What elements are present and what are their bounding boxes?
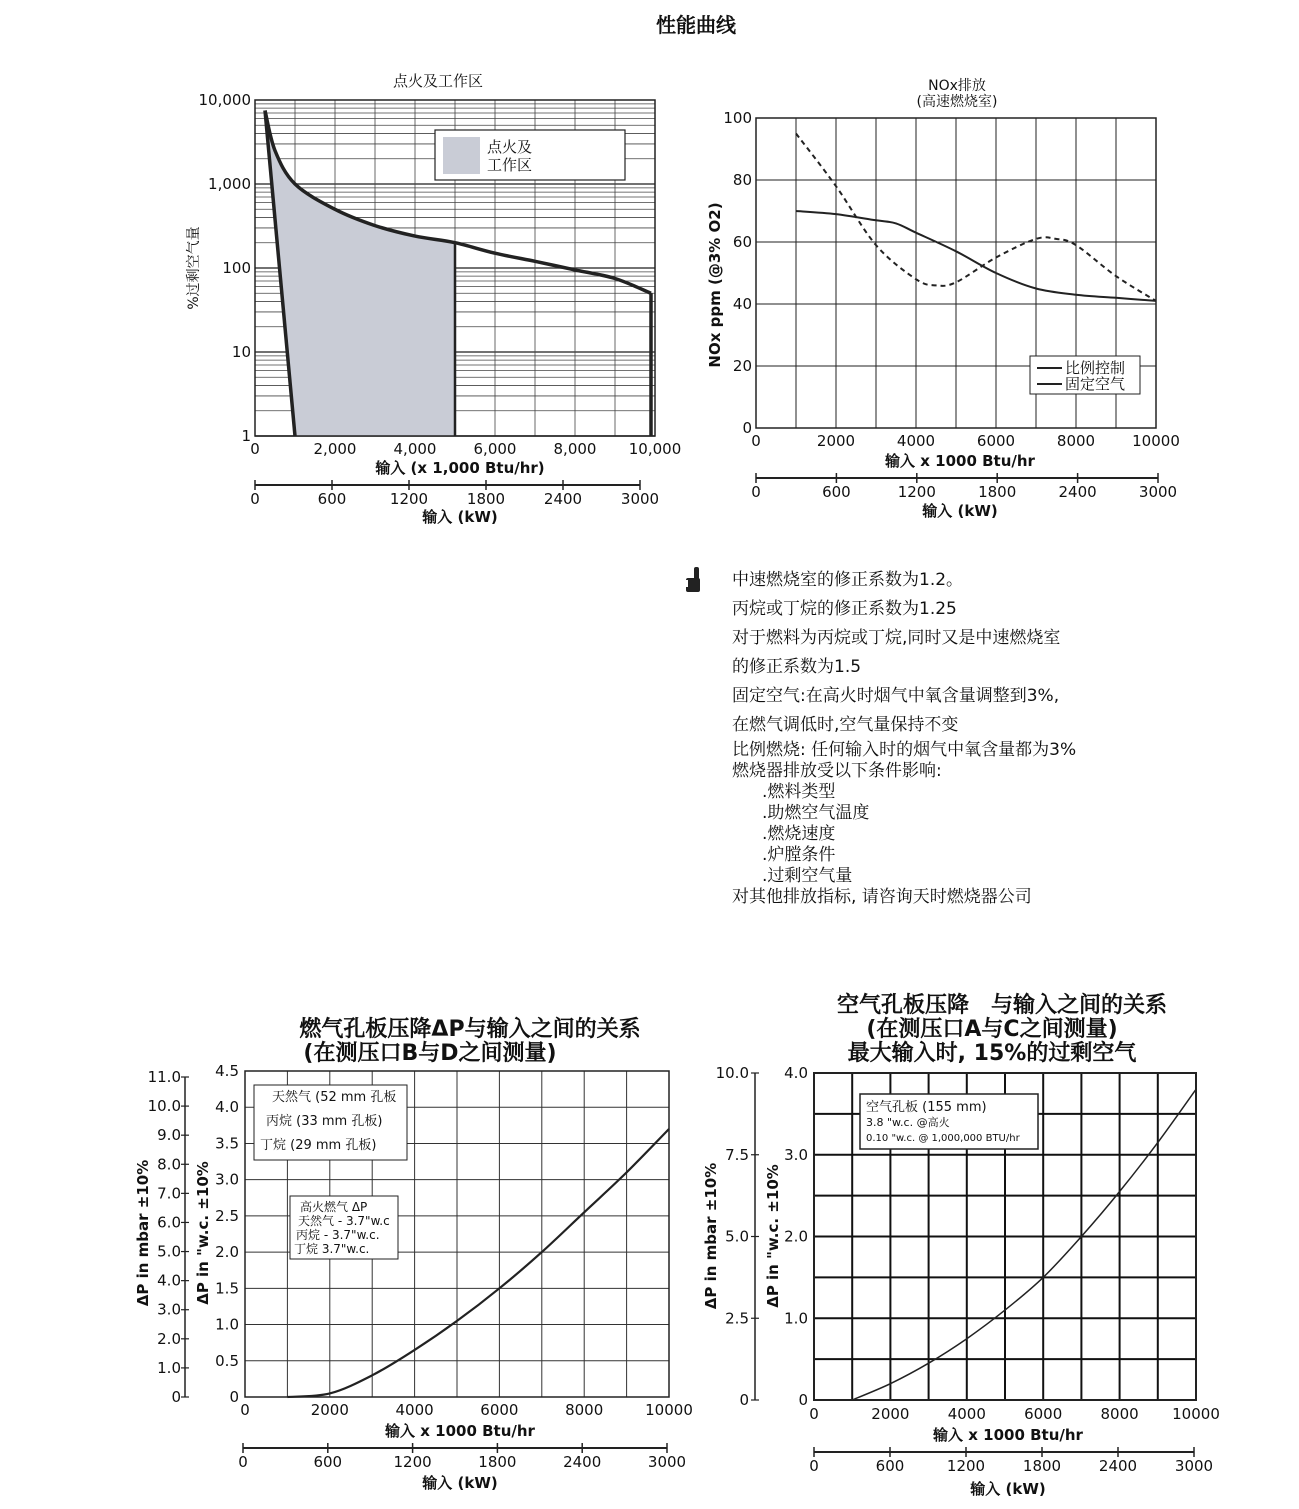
chart4-kw-axis-label: 输入 (kW) [970, 1480, 1046, 1498]
chart3-mbar-tick-label: 7.0 [157, 1184, 181, 1203]
chart3-kw-axis-tick-label: 1200 [393, 1453, 432, 1471]
chart1-y-axis-label: %过剩空气量 [186, 226, 202, 310]
chart3-mbar-tick-label: 8.0 [157, 1155, 181, 1174]
note-list-item: .过剩空气量 [762, 866, 853, 886]
chart4-x-tick-label: 8000 [1100, 1405, 1139, 1423]
chart2-kw-axis-tick-label: 0 [751, 483, 761, 501]
page-title: 性能曲线 [656, 13, 736, 37]
chart1-y-tick-label: 10 [231, 343, 251, 361]
chart4-y-tick-labels [784, 1064, 808, 1409]
chart1-kw-axis-tick-label: 1200 [389, 490, 429, 508]
chart4-mbar-tick-label: 0 [739, 1391, 749, 1409]
chart3-y-tick-label: 4.5 [215, 1062, 239, 1080]
chart2-y-tick-label: 80 [732, 171, 752, 189]
note-list-item: .燃烧速度 [762, 824, 836, 844]
chart2-y-tick-label: 20 [732, 357, 752, 375]
chart2-kw-axis-tick-label: 1200 [897, 483, 936, 501]
chart1-y-tick-label: 1 [241, 427, 251, 445]
chart3-pressure-curve [287, 1129, 669, 1397]
chart3-kw-axis-tick-label: 1800 [478, 1453, 517, 1471]
chart3-kw-axis-tick-label: 3000 [647, 1453, 687, 1471]
chart3-mbar-tick-label: 6.0 [157, 1213, 181, 1232]
chart3-mbar-tick-label: 0 [171, 1388, 181, 1406]
chart3-mbar-tick-label: 10.0 [147, 1097, 181, 1116]
chart3-legend-orifice [254, 1085, 407, 1160]
notes-block [732, 566, 1202, 908]
chart4-legend-text: 空气孔板 (155 mm) 3.8 "w.c. @高火 0.10 "w.c. @ 1,000,000 BTU/hr [866, 1100, 1020, 1144]
chart3-mbar-tick-label: 2.0 [157, 1329, 181, 1348]
chart3-x-tick-label: 10000 [645, 1401, 693, 1419]
chart4-x-axis-label: 输入 x 1000 Btu/hr [933, 1426, 1083, 1444]
note-footer: 对其他排放指标, 请咨询天时燃烧器公司 [732, 887, 1032, 907]
air-orifice-pressure-chart [702, 992, 1220, 1498]
chart2-y-tick-label: 60 [732, 233, 752, 251]
chart1-legend [435, 130, 625, 180]
chart1-x-tick-label: 2,000 [313, 440, 357, 458]
chart1-kw-axis-tick-label: 0 [250, 490, 260, 508]
chart2-legend-fixed-air: 固定空气 [1065, 375, 1126, 393]
chart2-series-fixed-air [796, 134, 1156, 301]
note-list-item: .燃料类型 [762, 782, 836, 802]
chart4-y-axis-label: ΔP in "w.c. ±10% [764, 1164, 782, 1308]
chart4-y-tick-label: 3.0 [784, 1145, 808, 1164]
chart4-kw-axis-tick-label: 1200 [946, 1457, 986, 1475]
chart2-x-tick-label: 8000 [1056, 432, 1096, 450]
chart3-mbar-tick-label: 9.0 [157, 1126, 181, 1145]
chart3-y-tick-label: 1.5 [215, 1279, 239, 1298]
chart4-mbar-tick-label: 5.0 [725, 1227, 749, 1246]
chart2-title: NOx排放(高速燃烧室) [916, 78, 998, 110]
chart4-y-tick-label: 4.0 [784, 1064, 808, 1082]
nox-emissions-chart [706, 77, 1180, 520]
chart4-x-tick-label: 0 [809, 1405, 819, 1423]
chart4-y-tick-label: 2.0 [784, 1227, 808, 1246]
chart2-y-tick-label: 40 [732, 295, 752, 313]
chart2-x-tick-label: 2000 [816, 432, 856, 450]
note-line: 中速燃烧室的修正系数为1.2。 [732, 570, 964, 590]
note-line: 固定空气:在高火时烟气中氧含量调整到3%, [732, 686, 1060, 706]
chart1-x-tick-label: 4,000 [393, 440, 437, 458]
chart2-kw-axis-label: 输入 (kW) [922, 502, 998, 520]
chart1-title: 点火及工作区 [392, 72, 484, 90]
note-list-item: .助燃空气温度 [762, 803, 870, 823]
chart4-legend [860, 1094, 1038, 1149]
chart2-y-axis-label: NOx ppm (@3% O2) [706, 202, 724, 368]
chart1-kw-axis-tick-label: 3000 [620, 490, 660, 508]
chart1-legend-swatch [443, 137, 480, 174]
chart4-kw-axis-tick-label: 0 [809, 1457, 819, 1475]
chart3-legend-orifice-text: 天然气 (52 mm 孔板丙烷 (33 mm 孔板)丁烷 (29 mm 孔板) [260, 1090, 397, 1153]
chart3-y-tick-label: 3.0 [215, 1170, 239, 1189]
gas-orifice-pressure-chart [134, 1016, 693, 1492]
chart3-mbar-tick-label: 5.0 [157, 1242, 181, 1261]
chart1-x-axis-label: 输入 (x 1,000 Btu/hr) [375, 459, 545, 477]
chart1-legend-label: 点火及工作区 [487, 138, 533, 174]
chart3-mbar-axis [148, 1068, 189, 1406]
chart4-x-tick-labels [809, 1405, 1220, 1423]
chart4-y2-axis-label: ΔP in mbar ±10% [702, 1162, 720, 1310]
chart3-x-tick-label: 6000 [480, 1401, 519, 1419]
pointing-hand-icon [684, 567, 700, 592]
note-list-item: .炉膛条件 [762, 845, 836, 865]
chart2-x-tick-label: 0 [751, 432, 761, 450]
chart3-y-tick-label: 2.5 [215, 1206, 239, 1225]
chart3-y-tick-labels [215, 1062, 239, 1406]
chart3-y-tick-label: 2.0 [215, 1243, 239, 1262]
chart4-x-tick-label: 4000 [947, 1405, 986, 1423]
chart3-x-axis-label: 输入 x 1000 Btu/hr [385, 1422, 535, 1440]
chart3-y-tick-label: 3.5 [215, 1134, 239, 1153]
chart3-x-tick-labels [240, 1401, 693, 1419]
chart3-legend-highfire-text: 高火燃气 ΔP 天然气 - 3.7"w.c 丙烷 - 3.7"w.c.丁烷 3.7"w.c. [294, 1200, 390, 1256]
chart2-y-tick-label: 100 [723, 109, 752, 127]
chart4-mbar-tick-label: 10.0 [715, 1064, 749, 1082]
note-line: 燃烧器排放受以下条件影响: [732, 761, 942, 781]
chart2-x-axis-label: 输入 x 1000 Btu/hr [885, 452, 1035, 470]
chart1-x-tick-label: 6,000 [473, 440, 517, 458]
chart3-title: 燃气孔板压降ΔP与输入之间的关系(在测压口B与D之间测量) [299, 1017, 641, 1066]
chart3-x-tick-label: 4000 [395, 1401, 434, 1419]
chart4-kw-axis-tick-label: 1800 [1022, 1457, 1062, 1475]
chart1-x-tick-label: 8,000 [553, 440, 597, 458]
chart1-kw-axis-label: 输入 (kW) [422, 508, 498, 526]
chart1-y-tick-labels [199, 91, 252, 445]
chart1-kw-axis-tick-label: 1800 [466, 490, 506, 508]
chart2-x-tick-label: 4000 [896, 432, 936, 450]
chart4-y-tick-label: 0 [798, 1391, 808, 1409]
chart3-y2-axis-label: ΔP in mbar ±10% [134, 1159, 152, 1307]
chart3-mbar-tick-label: 11.0 [147, 1068, 181, 1086]
chart3-kw-axis-tick-label: 0 [238, 1453, 248, 1471]
chart3-x-tick-label: 2000 [310, 1401, 349, 1419]
chart2-series-proportional-control [796, 211, 1156, 301]
chart1-y-tick-label: 10,000 [198, 91, 251, 109]
chart3-y-axis-label: ΔP in "w.c. ±10% [194, 1161, 212, 1305]
chart2-kw-axis-tick-label: 2400 [1058, 483, 1097, 501]
chart2-kw-axis-tick-label: 3000 [1138, 483, 1178, 501]
chart1-kw-axis-tick-label: 2400 [543, 490, 583, 508]
note-line: 对于燃料为丙烷或丁烷,同时又是中速燃烧室 [732, 628, 1061, 648]
note-line: 丙烷或丁烷的修正系数为1.25 [732, 599, 957, 619]
chart2-kw-axis-tick-label: 600 [822, 483, 851, 501]
chart1-kw-axis [250, 480, 659, 508]
chart4-x-tick-label: 10000 [1172, 1405, 1220, 1423]
chart3-x-tick-label: 0 [240, 1401, 250, 1419]
chart3-kw-axis [238, 1443, 686, 1471]
chart1-shaded-region [265, 111, 455, 437]
chart3-kw-axis-tick-label: 600 [313, 1453, 343, 1471]
chart3-legend-highfire [290, 1196, 398, 1259]
chart3-x-tick-label: 8000 [565, 1401, 604, 1419]
chart2-y-tick-label: 0 [742, 419, 752, 437]
chart3-kw-axis-tick-label: 2400 [563, 1453, 602, 1471]
chart4-x-tick-label: 2000 [871, 1405, 910, 1423]
chart2-legend-proportional: 比例控制 [1065, 359, 1126, 377]
note-line: 比例燃烧: 任何输入时的烟气中氧含量都为3% [732, 740, 1077, 760]
ignition-zone-chart [185, 72, 681, 526]
chart4-kw-axis [809, 1447, 1213, 1475]
chart1-y-tick-label: 100 [222, 259, 251, 277]
chart1-x-tick-label: 10,000 [628, 440, 682, 458]
chart2-kw-axis [751, 473, 1177, 501]
chart4-title: 空气孔板压降 与输入之间的关系(在测压口A与C之间测量)最大输入时, 15%的过剩空气 [836, 993, 1168, 1066]
chart2-x-tick-label: 10000 [1132, 432, 1180, 450]
chart3-mbar-tick-label: 3.0 [157, 1300, 181, 1319]
chart3-kw-axis-label: 输入 (kW) [422, 1474, 498, 1492]
note-line: 的修正系数为1.5 [732, 657, 862, 677]
chart4-mbar-axis [716, 1064, 759, 1409]
chart3-y-tick-label: 0.5 [215, 1351, 239, 1370]
chart2-y-tick-labels [723, 109, 752, 437]
chart1-x-tick-labels [250, 440, 681, 458]
chart3-mbar-tick-label: 4.0 [157, 1271, 181, 1290]
chart3-y-tick-label: 0 [229, 1388, 239, 1406]
chart4-mbar-tick-label: 7.5 [725, 1145, 749, 1164]
chart2-legend [1030, 356, 1140, 394]
chart4-kw-axis-tick-label: 3000 [1174, 1457, 1214, 1475]
chart4-kw-axis-tick-label: 600 [875, 1457, 905, 1475]
chart4-kw-axis-tick-label: 2400 [1098, 1457, 1138, 1475]
chart4-x-tick-label: 6000 [1024, 1405, 1063, 1423]
chart2-kw-axis-tick-label: 1800 [978, 483, 1017, 501]
chart3-mbar-tick-label: 1.0 [157, 1358, 181, 1377]
chart1-y-tick-label: 1,000 [208, 175, 251, 193]
chart4-y-tick-label: 1.0 [784, 1309, 808, 1328]
chart3-y-tick-label: 1.0 [215, 1315, 239, 1334]
chart2-x-tick-labels [751, 432, 1180, 450]
chart1-x-tick-label: 0 [250, 440, 260, 458]
chart1-kw-axis-tick-label: 600 [317, 490, 347, 508]
chart4-mbar-tick-label: 2.5 [725, 1309, 749, 1328]
chart3-y-tick-label: 4.0 [215, 1098, 239, 1117]
note-line: 在燃气调低时,空气量保持不变 [732, 715, 959, 735]
chart2-x-tick-label: 6000 [976, 432, 1016, 450]
